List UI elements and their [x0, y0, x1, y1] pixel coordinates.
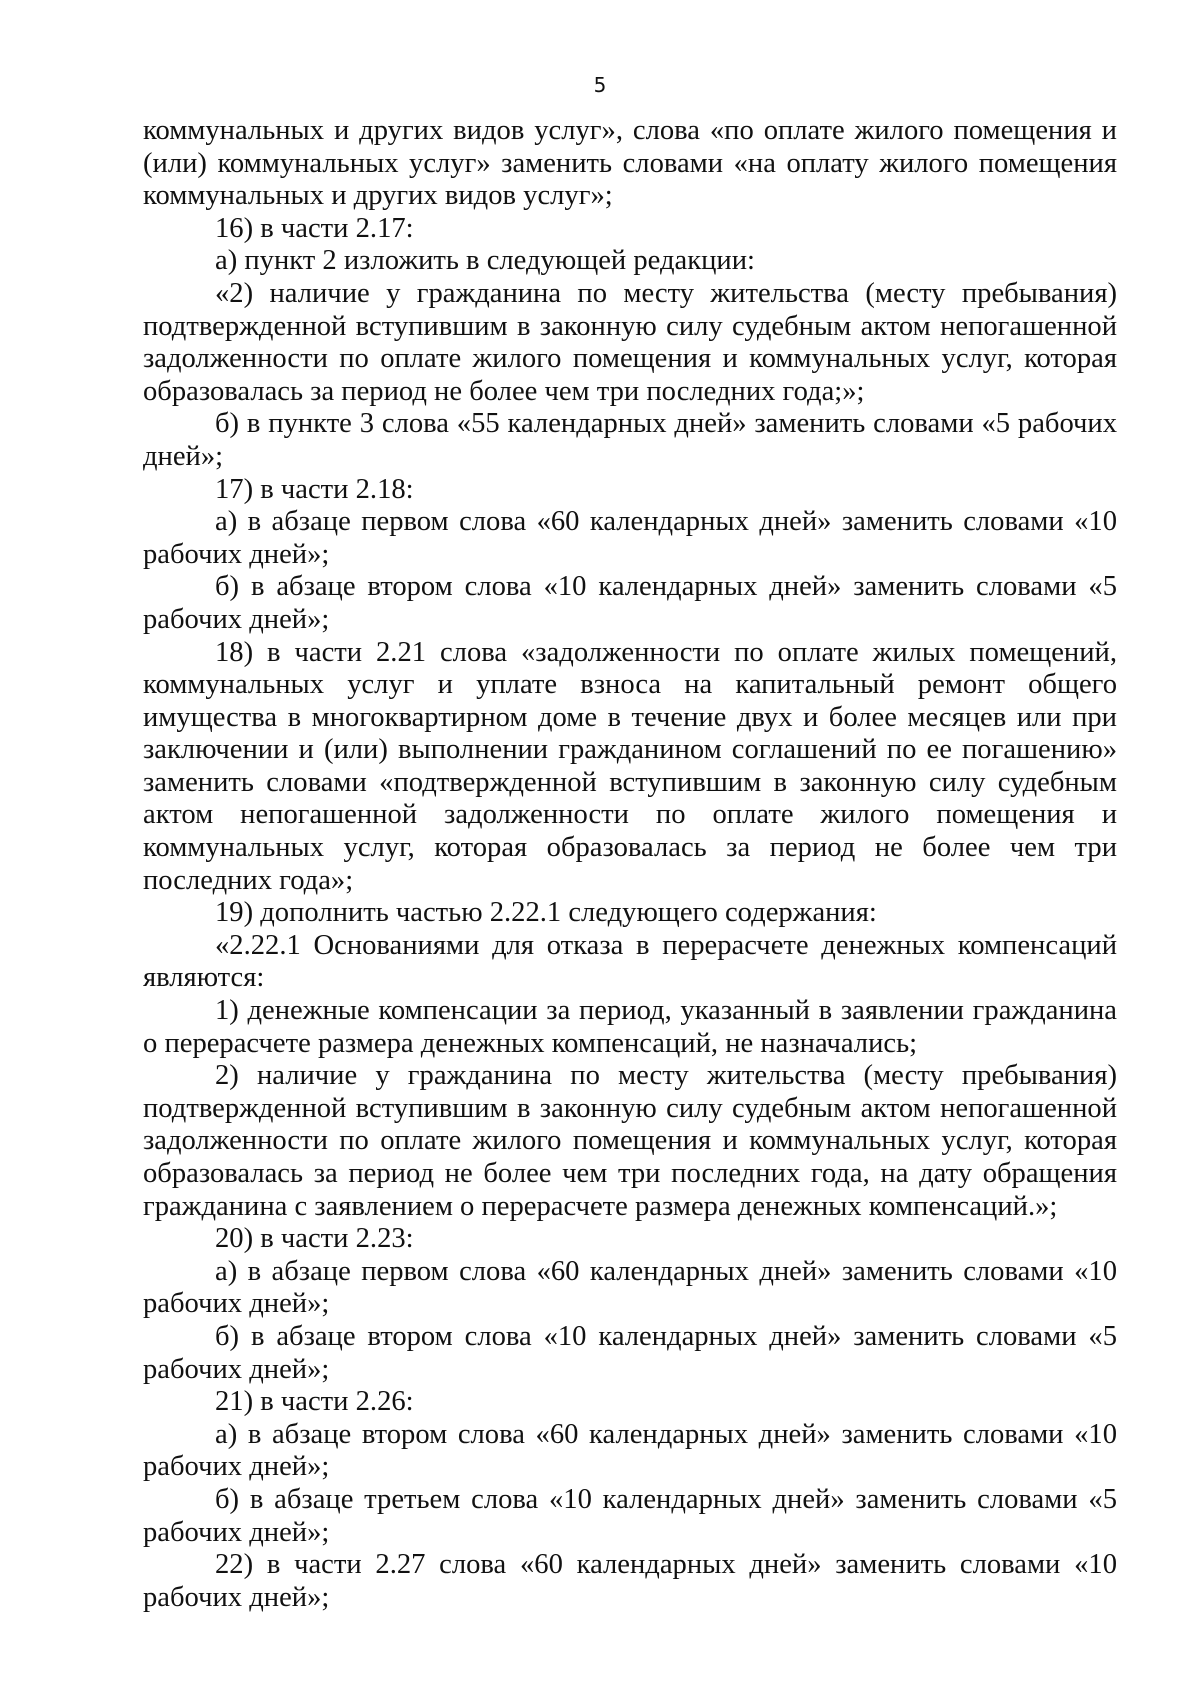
- paragraph-item-18: 18) в части 2.21 слова «задолженности по оплате жилых помещений, коммунальных услуг и уплате взноса на капитальный ремонт общего имущества в многоквартирном доме в течение двух и более месяцев или при заключении и (или) выполнении гражданином соглашений по ее погашению» заменить словами «подтвержденной вступившим в законную силу судебным актом непогашенной задолженности по оплате жилого помещения и коммунальных услуг, которая образовалась за период не более чем три последних года»;: [143, 636, 1117, 896]
- paragraph-item-21: 21) в части 2.26:: [215, 1386, 414, 1418]
- paragraph-item-21b: б) в абзаце третьем слова «10 календарных дней» заменить словами «5 рабочих дней»;: [143, 1483, 1117, 1548]
- paragraph-item-20a: а) в абзаце первом слова «60 календарных дней» заменить словами «10 рабочих дней»;: [143, 1255, 1117, 1320]
- paragraph-ground-1: 1) денежные компенсации за период, указанный в заявлении гражданина о перерасчете размера денежных компенсаций, не назначались;: [143, 995, 1117, 1059]
- paragraph-continuation: коммунальных и других видов услуг», слова «по оплате жилого помещения и (или) коммунальных услуг» заменить словами «на оплату жилого помещения коммунальных и других видов услуг»;: [143, 115, 1117, 212]
- paragraph-ground-2: 2) наличие у гражданина по месту жительства (месту пребывания) подтвержденной вступившим в законную силу судебным актом непогашенной задолженности по оплате жилого помещения и коммунальных услуг, которая образовалась за период не более чем три последних года, на дату обращения гражданина с заявлением о перерасчете размера денежных компенсаций.»;: [143, 1060, 1117, 1222]
- paragraph-item-17b: б) в абзаце втором слова «10 календарных дней» заменить словами «5 рабочих дней»;: [143, 571, 1117, 635]
- paragraph-item-22: 22) в части 2.27 слова «60 календарных дней» заменить словами «10 рабочих дней»;: [143, 1549, 1117, 1613]
- paragraph-item-20: 20) в части 2.23:: [215, 1223, 414, 1255]
- paragraph-item-20b: б) в абзаце втором слова «10 календарных дней» заменить словами «5 рабочих дней»;: [143, 1320, 1117, 1385]
- paragraph-item-17a: а) в абзаце первом слова «60 календарных дней» заменить словами «10 рабочих дней»;: [143, 506, 1117, 570]
- page-number: 5: [593, 73, 607, 97]
- paragraph-item-17: 17) в части 2.18:: [215, 473, 414, 505]
- document-body: [143, 115, 1117, 1614]
- paragraph-quoted-point-2: «2) наличие у гражданина по месту жительства (месту пребывания) подтвержденной вступившим в законную силу судебным актом непогашенной задолженности по оплате жилого помещения и коммунальных услуг, которая образовалась за период не более чем три последних года;»;: [143, 277, 1117, 407]
- paragraph-item-16b: б) в пункте 3 слова «55 календарных дней» заменить словами «5 рабочих дней»;: [143, 408, 1117, 472]
- paragraph-quoted-2-22-1: «2.22.1 Основаниями для отказа в перерасчете денежных компенсаций являются:: [143, 929, 1117, 994]
- paragraph-item-21a: а) в абзаце втором слова «60 календарных дней» заменить словами «10 рабочих дней»;: [143, 1418, 1117, 1483]
- paragraph-item-16a: а) пункт 2 изложить в следующей редакции:: [215, 245, 755, 277]
- paragraph-item-16: 16) в части 2.17:: [215, 212, 414, 244]
- paragraph-item-19: 19) дополнить частью 2.22.1 следующего содержания:: [215, 897, 877, 929]
